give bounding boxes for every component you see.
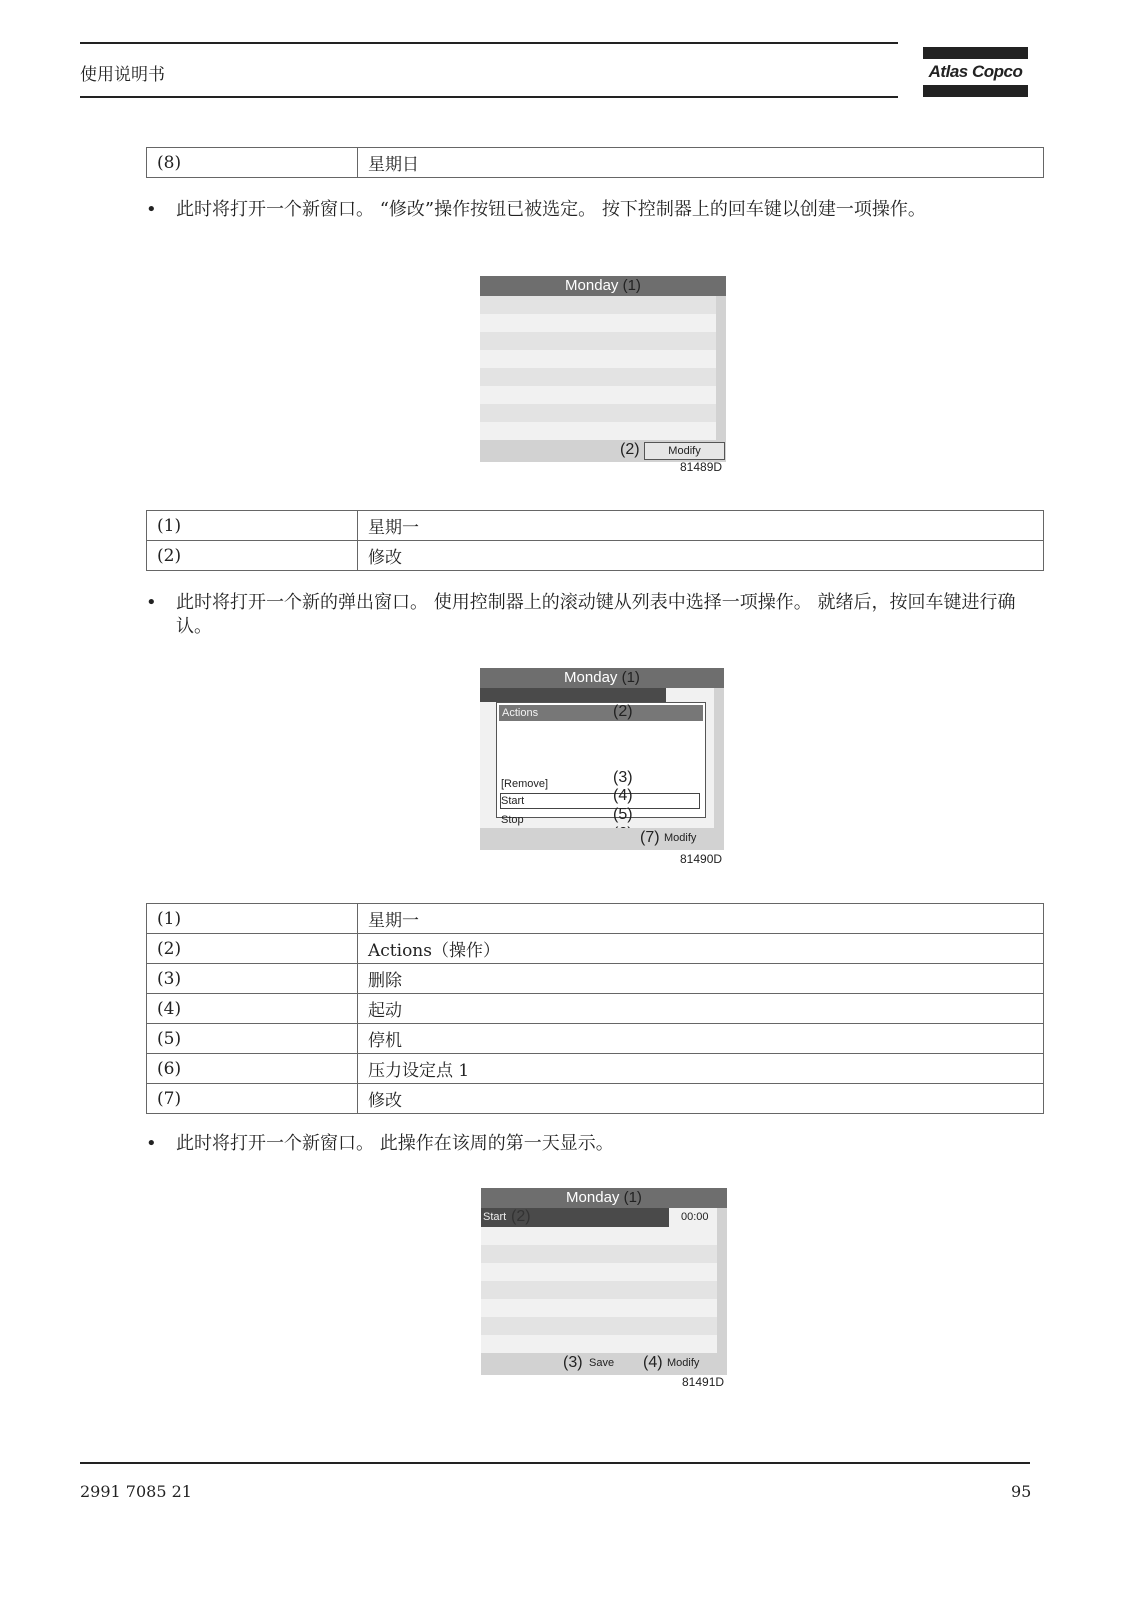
table-row	[147, 964, 1044, 994]
screen-footer	[480, 440, 726, 462]
screen-title-bar	[480, 276, 726, 296]
legend-key: (7)	[147, 1084, 358, 1114]
footer-rule	[80, 1462, 1030, 1464]
table-row	[147, 511, 1044, 541]
table-row	[147, 148, 1044, 178]
screen-footer	[481, 1353, 727, 1375]
selected-row-highlight	[480, 688, 666, 702]
legend-value: 起动	[358, 994, 1044, 1024]
action-name: Start	[483, 1211, 507, 1223]
table-row	[147, 934, 1044, 964]
callout-number: (2)	[620, 441, 640, 458]
callout-number: (1)	[621, 669, 640, 686]
atlas-copco-logo	[923, 47, 1028, 97]
legend-value: 星期一	[358, 511, 1044, 541]
callout-number: (7)	[640, 829, 660, 846]
callout-number: (1)	[622, 277, 641, 294]
modify-button[interactable]: Modify	[664, 832, 697, 844]
table-row	[147, 994, 1044, 1024]
selection-box	[500, 793, 700, 809]
popup-header: Actions	[499, 705, 703, 721]
callout-number: (1)	[623, 1189, 642, 1206]
legend-key: (1)	[147, 511, 358, 541]
table-row	[147, 1054, 1044, 1084]
callout-number: (4)	[613, 787, 633, 804]
screen-title: Monday	[565, 277, 619, 294]
instruction-bullet-3	[146, 1132, 1036, 1156]
instruction-bullet-1	[146, 198, 1036, 222]
screen-title: Monday	[564, 669, 618, 686]
table-row	[147, 904, 1044, 934]
screen-title: Monday	[566, 1189, 620, 1206]
action-list	[481, 1208, 727, 1353]
controller-screen-1	[480, 276, 726, 462]
legend-key: (1)	[147, 904, 358, 934]
selected-row-highlight	[481, 1208, 669, 1227]
legend-key: (8)	[147, 148, 358, 178]
callout-number: (3)	[613, 769, 633, 786]
empty-action-list	[480, 296, 726, 440]
actions-popup	[496, 702, 706, 826]
bullet-icon: •	[146, 1133, 157, 1154]
legend-key: (2)	[147, 934, 358, 964]
figure-caption: 81491D	[682, 1375, 725, 1389]
action-time: 00:00	[681, 1211, 709, 1223]
modify-button[interactable]: Modify	[644, 442, 725, 460]
modify-button[interactable]: Modify	[667, 1357, 700, 1369]
page-number: 95	[1011, 1482, 1032, 1501]
legend-value: 修改	[358, 1084, 1044, 1114]
action-option-stop[interactable]: Stop	[501, 814, 524, 826]
bullet-icon: •	[146, 592, 157, 613]
screen-footer	[480, 828, 724, 850]
legend-table-2	[146, 510, 1044, 571]
legend-value: 删除	[358, 964, 1044, 994]
legend-key: (6)	[147, 1054, 358, 1084]
document-number: 2991 7085 21	[80, 1482, 192, 1501]
legend-value: 修改	[358, 541, 1044, 571]
instruction-text: 此时将打开一个新窗口。 此操作在该周的第一天显示。	[176, 1133, 614, 1154]
legend-key: (4)	[147, 994, 358, 1024]
callout-number: (4)	[643, 1354, 663, 1371]
header-rule-top	[80, 42, 898, 44]
table-row	[147, 541, 1044, 571]
action-option-start[interactable]: Start	[501, 795, 525, 807]
legend-value: 星期一	[358, 904, 1044, 934]
table-row	[147, 1084, 1044, 1114]
header-rule-bottom	[80, 96, 898, 98]
logo-text: Atlas Copco	[928, 62, 1023, 81]
screen-title-bar	[481, 1188, 727, 1208]
legend-key: (5)	[147, 1024, 358, 1054]
table-row	[147, 1024, 1044, 1054]
figure-caption: 81490D	[680, 852, 723, 866]
logo-bar-bottom	[923, 85, 1028, 97]
legend-value: 星期日	[358, 148, 1044, 178]
legend-value: 压力设定点 1	[358, 1054, 1044, 1084]
instruction-text: 此时将打开一个新窗口。 “修改”操作按钮已被选定。 按下控制器上的回车键以创建一项操作。	[176, 199, 926, 220]
screen-title-bar	[480, 668, 724, 688]
legend-value: Actions（操作）	[358, 934, 1044, 964]
header-title: 使用说明书	[80, 65, 165, 85]
instruction-text: 此时将打开一个新的弹出窗口。 使用控制器上的滚动键从列表中选择一项操作。 就绪后，按回车键进行确认。	[176, 592, 1016, 637]
legend-value: 停机	[358, 1024, 1044, 1054]
logo-bar-top	[923, 47, 1028, 59]
controller-screen-2	[480, 668, 724, 850]
action-option-remove[interactable]: [Remove]	[501, 778, 549, 790]
callout-number: (3)	[563, 1354, 583, 1371]
figure-caption: 81489D	[680, 460, 723, 474]
legend-key: (2)	[147, 541, 358, 571]
bullet-icon: •	[146, 199, 157, 220]
legend-table-1	[146, 147, 1044, 178]
legend-key: (3)	[147, 964, 358, 994]
legend-table-3	[146, 903, 1044, 1114]
callout-number: (2)	[613, 703, 633, 720]
controller-screen-3	[481, 1188, 727, 1375]
list-item[interactable]	[481, 1208, 717, 1227]
callout-number: (5)	[613, 806, 633, 823]
instruction-bullet-2	[146, 591, 1036, 639]
save-button[interactable]: Save	[589, 1357, 615, 1369]
callout-number: (2)	[511, 1208, 531, 1225]
